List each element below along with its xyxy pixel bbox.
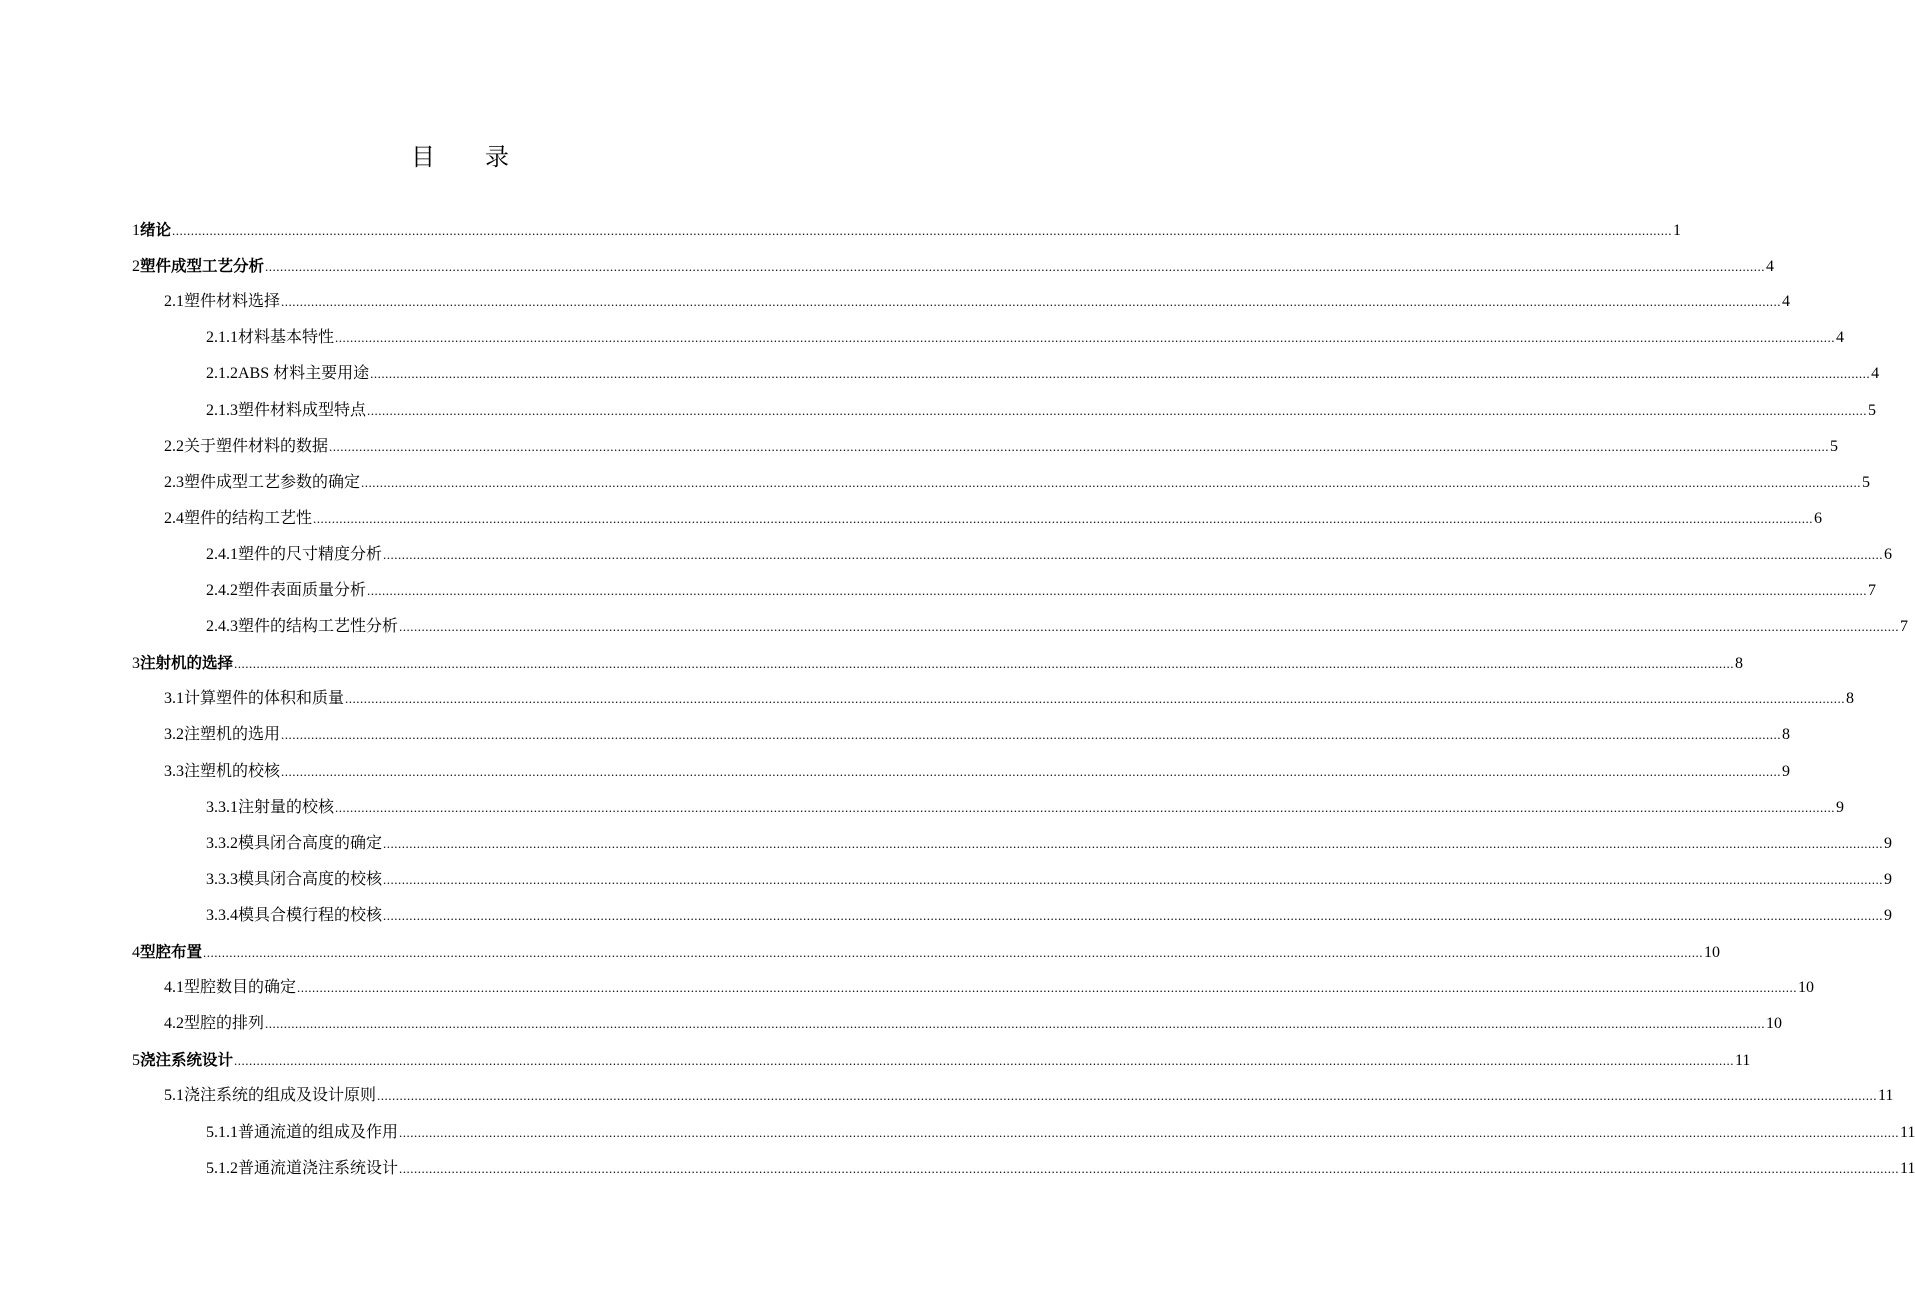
toc-entry-page-number: 8 bbox=[1735, 655, 1744, 673]
toc-entry-number: 4 bbox=[132, 944, 140, 961]
toc-leader-dots: ................................................................................................................................................................................................................................................................................................................................................................................................................ bbox=[383, 871, 1884, 887]
toc-entry-page-number: 9 bbox=[1836, 798, 1845, 816]
toc-leader-dots: ................................................................................................................................................................................................................................................................................................................................................................................................................ bbox=[281, 763, 1782, 779]
toc-entry[interactable] bbox=[164, 465, 1871, 501]
toc-entry-title: 注射量的校核 bbox=[238, 798, 335, 816]
toc-entry-title: 材料基本特性 bbox=[238, 329, 335, 347]
toc-entry-page-number: 11 bbox=[1735, 1052, 1751, 1070]
toc-entry-number: 2.1.1 bbox=[206, 329, 238, 347]
toc-entry-number: 3.3.3 bbox=[206, 870, 238, 888]
toc-entry-title: 浇注系统的组成及设计原则 bbox=[184, 1087, 377, 1105]
toc-leader-dots: ................................................................................................................................................................................................................................................................................................................................................................................................................ bbox=[367, 402, 1868, 418]
toc-entry-page-number: 9 bbox=[1782, 762, 1791, 780]
toc-leader-dots: ................................................................................................................................................................................................................................................................................................................................................................................................................ bbox=[234, 656, 1735, 672]
toc-entry-title: 塑件的尺寸精度分析 bbox=[238, 545, 383, 563]
toc-entry-page-number: 4 bbox=[1782, 293, 1791, 311]
toc-leader-dots: ................................................................................................................................................................................................................................................................................................................................................................................................................ bbox=[377, 1088, 1878, 1104]
toc-entry[interactable] bbox=[164, 754, 1791, 790]
toc-entry-page-number: 7 bbox=[1868, 582, 1877, 599]
toc-leader-dots: ................................................................................................................................................................................................................................................................................................................................................................................................................ bbox=[297, 980, 1798, 996]
toc-entry-title: 注射机的选择 bbox=[140, 654, 234, 673]
toc-entry-page-number: 5 bbox=[1830, 437, 1839, 455]
toc-entry-page-number: 8 bbox=[1782, 726, 1791, 744]
toc-entry[interactable] bbox=[206, 790, 1845, 826]
toc-leader-dots: ................................................................................................................................................................................................................................................................................................................................................................................................................ bbox=[383, 835, 1884, 851]
toc-entry-title: 注塑机的校核 bbox=[184, 762, 281, 780]
toc-entry-page-number: 11 bbox=[1900, 1159, 1915, 1177]
toc-leader-dots: ................................................................................................................................................................................................................................................................................................................................................................................................................ bbox=[399, 1160, 1900, 1176]
toc-leader-dots: ................................................................................................................................................................................................................................................................................................................................................................................................................ bbox=[399, 619, 1900, 635]
toc-entry-title: 计算塑件的体积和质量 bbox=[184, 690, 345, 708]
toc-entry-page-number: 5 bbox=[1862, 473, 1871, 491]
toc-entry-title: 型腔布置 bbox=[140, 943, 203, 961]
toc-entry[interactable] bbox=[206, 898, 1893, 934]
toc-entry-page-number: 1 bbox=[1673, 222, 1682, 239]
toc-entry-number: 3.3 bbox=[164, 762, 184, 780]
toc-entry-page-number: 4 bbox=[1766, 258, 1775, 276]
toc-entry-title: 注塑机的选用 bbox=[184, 726, 281, 744]
toc-entry-number: 3.1 bbox=[164, 690, 184, 708]
toc-entry-title: 塑件成型工艺分析 bbox=[140, 257, 265, 276]
toc-entry-title: 模具闭合高度的校核 bbox=[238, 870, 383, 888]
toc-entry-number: 2.1.3 bbox=[206, 401, 238, 419]
toc-entry-number: 5.1.1 bbox=[206, 1123, 238, 1141]
toc-entry[interactable] bbox=[164, 717, 1791, 753]
toc-leader-dots: ................................................................................................................................................................................................................................................................................................................................................................................................................ bbox=[361, 474, 1862, 490]
toc-entry-number: 5.1 bbox=[164, 1087, 184, 1105]
toc-leader-dots: ................................................................................................................................................................................................................................................................................................................................................................................................................ bbox=[335, 799, 1836, 815]
toc-entry[interactable] bbox=[132, 248, 1775, 284]
toc-entry[interactable] bbox=[206, 537, 1893, 573]
toc-entry[interactable] bbox=[164, 284, 1791, 320]
toc-leader-dots: ................................................................................................................................................................................................................................................................................................................................................................................................................ bbox=[281, 294, 1782, 310]
toc-entry-number: 2.1.2 bbox=[206, 365, 238, 383]
toc-leader-dots: ................................................................................................................................................................................................................................................................................................................................................................................................................ bbox=[399, 1124, 1900, 1140]
toc-entry[interactable] bbox=[132, 934, 1721, 970]
toc-entry-title: 普通流道的组成及作用 bbox=[238, 1123, 399, 1141]
toc-entry-title: 塑件的结构工艺性 bbox=[184, 509, 313, 527]
toc-entry[interactable] bbox=[206, 862, 1893, 898]
toc-entry-page-number: 8 bbox=[1846, 690, 1855, 708]
toc-leader-dots: ................................................................................................................................................................................................................................................................................................................................................................................................................ bbox=[345, 691, 1846, 707]
toc-leader-dots: ................................................................................................................................................................................................................................................................................................................................................................................................................ bbox=[265, 1016, 1766, 1032]
toc-entry-number: 2.2 bbox=[164, 437, 184, 455]
toc-entry[interactable] bbox=[206, 1151, 1915, 1187]
toc-entry-title: 关于塑件材料的数据 bbox=[184, 437, 329, 455]
toc-entry-title: 浇注系统设计 bbox=[140, 1051, 234, 1070]
toc-entry-number: 3 bbox=[132, 655, 140, 673]
toc-entry-number: 4.1 bbox=[164, 979, 184, 997]
toc-entry-number: 2.3 bbox=[164, 473, 184, 491]
toc-entry-number: 4.2 bbox=[164, 1015, 184, 1033]
toc-entry[interactable] bbox=[206, 320, 1845, 356]
toc-entry-title: 塑件材料选择 bbox=[184, 293, 281, 311]
toc-entry-page-number: 10 bbox=[1798, 979, 1815, 997]
page-title: 目 录 bbox=[411, 145, 531, 171]
toc-leader-dots: ................................................................................................................................................................................................................................................................................................................................................................................................................ bbox=[367, 583, 1868, 598]
toc-entry-title: 型腔的排列 bbox=[184, 1015, 265, 1033]
toc-entry[interactable] bbox=[164, 501, 1823, 537]
toc-entry[interactable] bbox=[164, 1078, 1894, 1114]
toc-entry-title: ABS 材料主要用途 bbox=[238, 365, 370, 383]
toc-entry-page-number: 5 bbox=[1868, 401, 1877, 419]
toc-entry-page-number: 10 bbox=[1704, 944, 1721, 961]
toc-entry-title: 塑件材料成型特点 bbox=[238, 401, 367, 419]
toc-entry[interactable] bbox=[132, 645, 1744, 681]
toc-entry-number: 2.4.1 bbox=[206, 545, 238, 563]
toc-entry[interactable] bbox=[206, 393, 1877, 429]
toc-entry[interactable] bbox=[164, 681, 1855, 717]
toc-leader-dots: ................................................................................................................................................................................................................................................................................................................................................................................................................ bbox=[172, 223, 1673, 238]
toc-entry-title: 塑件表面质量分析 bbox=[238, 582, 367, 599]
toc-entry-title: 模具合模行程的校核 bbox=[238, 906, 383, 924]
toc-leader-dots: ................................................................................................................................................................................................................................................................................................................................................................................................................ bbox=[265, 259, 1766, 275]
toc-entry-page-number: 6 bbox=[1884, 545, 1893, 563]
toc-entry-number: 3.3.2 bbox=[206, 834, 238, 852]
toc-entry[interactable] bbox=[132, 1042, 1751, 1078]
toc-entry[interactable] bbox=[206, 1115, 1915, 1151]
toc-entry[interactable] bbox=[206, 609, 1909, 645]
toc-entry-title: 普通流道浇注系统设计 bbox=[238, 1159, 399, 1177]
toc-entry-page-number: 9 bbox=[1884, 906, 1893, 924]
toc-leader-dots: ................................................................................................................................................................................................................................................................................................................................................................................................................ bbox=[329, 438, 1830, 454]
toc-entry-page-number: 11 bbox=[1878, 1087, 1894, 1105]
toc-entry-number: 2.4.2 bbox=[206, 582, 238, 599]
toc-entry-number: 2.4.3 bbox=[206, 618, 238, 636]
toc-entry-page-number: 4 bbox=[1836, 329, 1845, 347]
toc-entry-number: 3.3.4 bbox=[206, 906, 238, 924]
toc-entry[interactable] bbox=[164, 429, 1839, 465]
toc-entry-page-number: 11 bbox=[1900, 1123, 1915, 1141]
toc-entry-number: 3.2 bbox=[164, 726, 184, 744]
toc-entry[interactable] bbox=[164, 1006, 1783, 1042]
toc-leader-dots: ................................................................................................................................................................................................................................................................................................................................................................................................................ bbox=[313, 510, 1814, 526]
toc-entry-page-number: 9 bbox=[1884, 870, 1893, 888]
toc-entry-number: 5 bbox=[132, 1052, 140, 1070]
toc-entry-number: 2.4 bbox=[164, 509, 184, 527]
toc-entry-page-number: 4 bbox=[1871, 365, 1880, 383]
toc-leader-dots: ................................................................................................................................................................................................................................................................................................................................................................................................................ bbox=[383, 546, 1884, 562]
toc-entry-title: 塑件成型工艺参数的确定 bbox=[184, 473, 361, 491]
toc-entry-page-number: 10 bbox=[1766, 1015, 1783, 1033]
toc-entry[interactable] bbox=[206, 826, 1893, 862]
toc-entry-number: 2 bbox=[132, 258, 140, 276]
toc-entry-title: 模具闭合高度的确定 bbox=[238, 834, 383, 852]
toc-entry-title: 型腔数目的确定 bbox=[184, 979, 297, 997]
toc-entry-number: 1 bbox=[132, 222, 140, 239]
toc-entry-title: 塑件的结构工艺性分析 bbox=[238, 618, 399, 636]
toc-leader-dots: ................................................................................................................................................................................................................................................................................................................................................................................................................ bbox=[203, 945, 1704, 960]
toc-entry-number: 2.1 bbox=[164, 293, 184, 311]
toc-entry[interactable] bbox=[164, 970, 1815, 1006]
toc-entry[interactable] bbox=[206, 356, 1880, 392]
toc-entry[interactable] bbox=[132, 212, 1682, 248]
toc-entry-page-number: 9 bbox=[1884, 834, 1893, 852]
toc-entry-number: 3.3.1 bbox=[206, 798, 238, 816]
toc-leader-dots: ................................................................................................................................................................................................................................................................................................................................................................................................................ bbox=[335, 330, 1836, 346]
toc-leader-dots: ................................................................................................................................................................................................................................................................................................................................................................................................................ bbox=[281, 727, 1782, 743]
toc-entry-page-number: 7 bbox=[1900, 618, 1909, 636]
toc-entry-number: 5.1.2 bbox=[206, 1159, 238, 1177]
toc-entry-page-number: 6 bbox=[1814, 509, 1823, 527]
toc-leader-dots: ................................................................................................................................................................................................................................................................................................................................................................................................................ bbox=[234, 1053, 1735, 1069]
toc-entry[interactable] bbox=[206, 573, 1877, 609]
toc-leader-dots: ................................................................................................................................................................................................................................................................................................................................................................................................................ bbox=[370, 366, 1871, 382]
toc-leader-dots: ................................................................................................................................................................................................................................................................................................................................................................................................................ bbox=[383, 907, 1884, 923]
toc-entry-title: 绪论 bbox=[140, 221, 172, 239]
